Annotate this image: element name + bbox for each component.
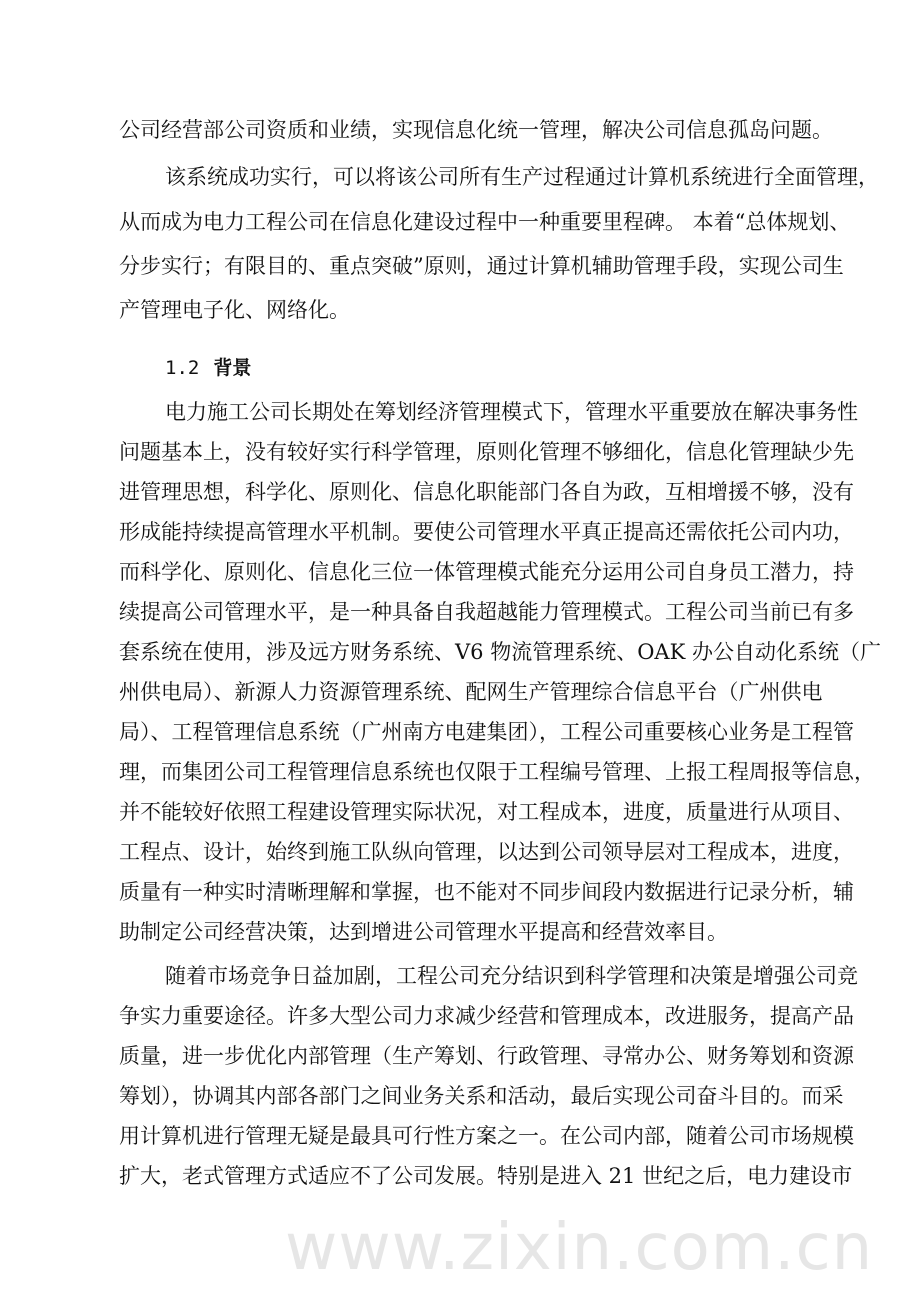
paragraph-line: 从而成为电力工程公司在信息化建设过程中一种重要里程碑。 本着“总体规划、 <box>119 210 851 234</box>
paragraph-line: 套系统在使用，涉及远方财务系统、V6 物流管理系统、OAK 办公自动化系统（广 <box>119 640 881 664</box>
paragraph-line: 用计算机进行管理无疑是最具可行性方案之一。在公司内部，随着公司市场规模 <box>119 1124 854 1148</box>
section-title: 背景 <box>213 357 252 379</box>
paragraph-line: 产管理电子化、网络化。 <box>119 298 350 322</box>
paragraph-line: 形成能持续提高管理水平机制。要使公司管理水平真正提高还需依托公司内功， <box>119 520 854 544</box>
paragraph-line: 电力施工公司长期处在筹划经济管理模式下，管理水平重要放在解决事务性 <box>165 400 858 424</box>
paragraph-line: 而科学化、原则化、信息化三位一体管理模式能充分运用公司自身员工潜力，持 <box>119 560 854 584</box>
paragraph-line: 质量有一种实时清晰理解和掌握，也不能对不同步间段内数据进行记录分析，辅 <box>119 880 854 904</box>
paragraph-line: 工程点、设计，始终到施工队纵向管理，以达到公司领导层对工程成本，进度， <box>119 840 854 864</box>
section-heading <box>165 355 251 381</box>
paragraph-line: 扩大，老式管理方式适应不了公司发展。特别是进入 21 世纪之后，电力建设市 <box>119 1164 853 1188</box>
paragraph-line: 问题基本上，没有较好实行科学管理，原则化管理不够细化，信息化管理缺少先 <box>119 440 854 464</box>
paragraph-line: 州供电局）、新源人力资源管理系统、配网生产管理综合信息平台（广州供电 <box>119 680 823 704</box>
paragraph-line: 分步实行；有限目的、重点突破”原则，通过计算机辅助管理手段，实现公司生 <box>119 254 844 278</box>
paragraph-line: 续提高公司管理水平，是一种具备自我超越能力管理模式。工程公司当前已有多 <box>119 600 854 624</box>
section-number: 1.2 <box>165 357 200 379</box>
paragraph-line: 该系统成功实行，可以将该公司所有生产过程通过计算机系统进行全面管理， <box>165 165 879 189</box>
paragraph-line: 理，而集团公司工程管理信息系统也仅限于工程编号管理、上报工程周报等信息， <box>119 760 875 784</box>
paragraph-line: 局）、工程管理信息系统（广州南方电建集团），工程公司重要核心业务是工程管 <box>119 720 854 744</box>
paragraph-line: 助制定公司经营决策，达到增进公司管理水平提高和经营效率目。 <box>119 920 728 944</box>
paragraph-line: 争实力重要途径。许多大型公司力求减少经营和管理成本，改进服务，提高产品 <box>119 1004 854 1028</box>
watermark: www.zixin.com.cn <box>285 1211 874 1285</box>
paragraph-line: 公司经营部公司资质和业绩，实现信息化统一管理，解决公司信息孤岛问题。 <box>119 118 833 142</box>
paragraph-line: 随着市场竞争日益加剧，工程公司充分结识到科学管理和决策是增强公司竞 <box>165 964 858 988</box>
paragraph-line: 质量，进一步优化内部管理（生产筹划、行政管理、寻常办公、财务筹划和资源 <box>119 1044 854 1068</box>
paragraph-line: 进管理思想，科学化、原则化、信息化职能部门各自为政，互相增援不够，没有 <box>119 480 854 504</box>
paragraph-line: 筹划），协调其内部各部门之间业务关系和活动，最后实现公司奋斗目的。而采 <box>119 1084 844 1108</box>
paragraph-line: 并不能较好依照工程建设管理实际状况，对工程成本，进度，质量进行从项目、 <box>119 800 854 824</box>
